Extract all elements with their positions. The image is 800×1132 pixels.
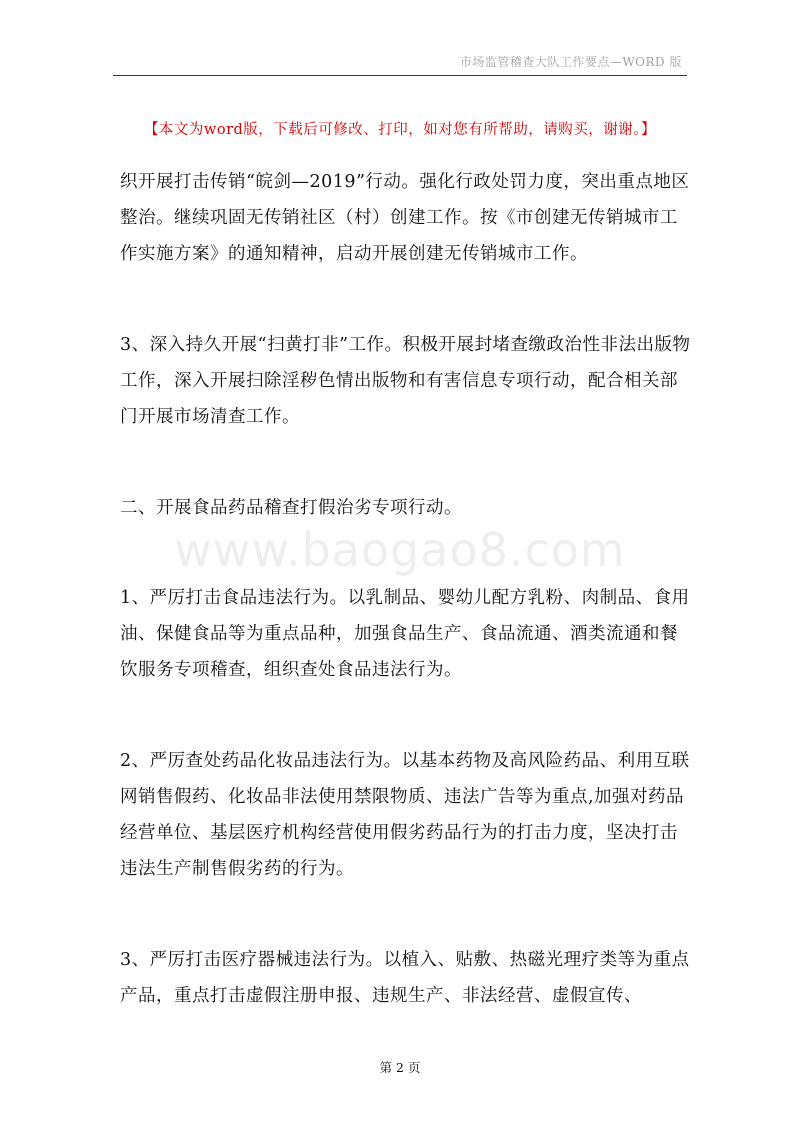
watermark-text: www.baogao8.com	[174, 523, 626, 577]
paragraph-device-violations: 3、严厉打击医疗器械违法行为。以植入、贴敷、热磁光理疗类等为重点产品，重点打击虚假注册申报、违规生产、非法经营、虚假宣传、	[120, 950, 690, 1006]
paragraph-anti-pyramid: 织开展打击传销“皖剑—2019”行动。强化行政处罚力度，突出重点地区整治。继续巩固无传销社区（村）创建工作。按《市创建无传销城市工作实施方案》的通知精神，启动开展创建无传销城市工作。	[120, 172, 690, 264]
section-heading-food-drug: 二、开展食品药品稽查打假治劣专项行动。	[120, 498, 462, 518]
document-header-title: 市场监管稽查大队工作要点—WORD 版	[459, 55, 682, 69]
paragraph-anti-pornography: 3、深入持久开展“扫黄打非”工作。积极开展封堵查缴政治性非法出版物工作，深入开展扫除淫秽色情出版物和有害信息专项行动，配合相关部门开展市场清查工作。	[120, 335, 691, 427]
page-number: 第 2 页	[379, 1060, 421, 1075]
paragraph-drug-violations: 2、严厉查处药品化妆品违法行为。以基本药物及高风险药品、利用互联网销售假药、化妆品非法使用禁限物质、违法广告等为重点,加强对药品经营单位、基层医疗机构经营使用假劣药品行为的打击力度，坚决打击违法生产制售假劣药的行为。	[120, 751, 690, 879]
paragraph-food-violations: 1、严厉打击食品违法行为。以乳制品、婴幼儿配方乳粉、肉制品、食用油、保健食品等为重点品种，加强食品生产、食品流通、酒类流通和餐饮服务专项稽查，组织查处食品违法行为。	[120, 588, 690, 680]
header-divider	[113, 75, 687, 76]
purchase-notice: 【本文为word版，下载后可修改、打印，如对您有所帮助，请购买，谢谢。】	[143, 122, 657, 138]
